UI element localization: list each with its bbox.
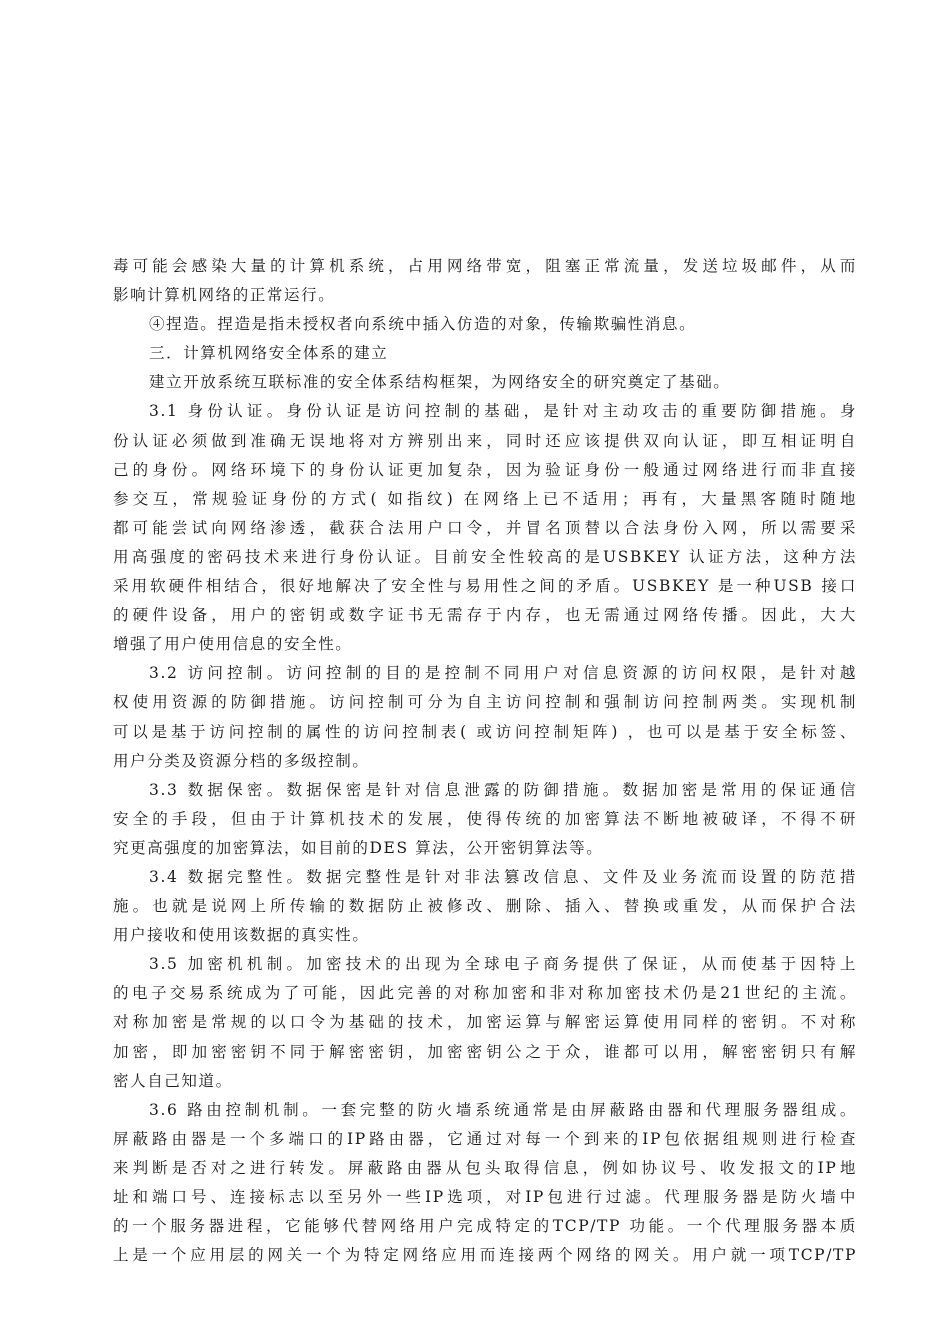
text-line: 3.3 数据保密。数据保密是针对信息泄露的防御措施。数据加密是常用的保证通信 bbox=[149, 780, 857, 799]
text-line: 对称加密是常规的以口令为基础的技术，加密运算与解密运算使用同样的密钥。不对称 bbox=[113, 1013, 857, 1032]
text-line: 密人自己知道。 bbox=[113, 1071, 233, 1090]
text-line: 究更高强度的加密算法，如目前的DES 算法，公开密钥算法等。 bbox=[113, 838, 604, 857]
text-line: 都可能尝试向网络渗透，截获合法用户口令，并冒名顶替以合法身份入网，所以需要采 bbox=[113, 518, 857, 537]
text-line: 用高强度的密码技术来进行身份认证。目前安全性较高的是USBKEY 认证方法，这种方法 bbox=[113, 547, 857, 566]
text-line: 权使用资源的防御措施。访问控制可分为自主访问控制和强制访问控制两类。实现机制 bbox=[113, 693, 857, 712]
text-line: 加密，即加密密钥不同于解密密钥，加密密钥公之于众，谁都可以用，解密密钥只有解 bbox=[113, 1042, 857, 1061]
text-line: 用户分类及资源分档的多级控制。 bbox=[113, 751, 370, 770]
text-line: 用户接收和使用该数据的真实性。 bbox=[113, 926, 370, 945]
text-line: 施。也就是说网上所传输的数据防止被修改、删除、插入、替换或重发，从而保护合法 bbox=[113, 897, 857, 916]
text-line: 屏蔽路由器是一个多端口的IP路由器，它通过对每一个到来的IP包依据组规则进行检查 bbox=[113, 1129, 857, 1148]
text-line: 可以是基于访问控制的属性的访问控制表( 或访问控制矩阵) ，也可以是基于安全标签、 bbox=[113, 722, 857, 741]
text-line: 3.1 身份认证。身份认证是访问控制的基础，是针对主动攻击的重要防御措施。身 bbox=[149, 402, 857, 421]
text-line: 上是一个应用层的网关一个为特定网络应用而连接两个网络的网关。用户就一项TCP/TP bbox=[113, 1246, 857, 1265]
text-line: 3.4 数据完整性。数据完整性是针对非法篡改信息、文件及业务流而设置的防范措 bbox=[149, 867, 857, 886]
text-line: 参交互，常规验证身份的方式( 如指纹) 在网络上已不适用；再有，大量黑客随时随地 bbox=[113, 489, 857, 508]
text-line: 来判断是否对之进行转发。屏蔽路由器从包头取得信息，例如协议号、收发报文的IP地 bbox=[113, 1158, 857, 1177]
text-line: 影响计算机网络的正常运行。 bbox=[113, 286, 336, 305]
text-line: 3.2 访问控制。访问控制的目的是控制不同用户对信息资源的访问权限，是针对越 bbox=[149, 664, 857, 683]
text-line: 己的身份。网络环境下的身份认证更加复杂，因为验证身份一般通过网络进行而非直接 bbox=[113, 460, 857, 479]
text-line: 采用软硬件相结合，很好地解决了安全性与易用性之间的矛盾。USBKEY 是一种USB 接口 bbox=[113, 577, 857, 596]
text-line: 的一个服务器进程，它能够代替网络用户完成特定的TCP/TP 功能。一个代理服务器本质 bbox=[113, 1217, 857, 1236]
document-body bbox=[113, 252, 857, 1270]
text-line: 安全的手段，但由于计算机技术的发展，使得传统的加密算法不断地被破译，不得不研 bbox=[113, 809, 857, 828]
text-line: 增强了用户使用信息的安全性。 bbox=[113, 635, 353, 654]
text-line: 份认证必须做到准确无误地将对方辨别出来，同时还应该提供双向认证，即互相证明自 bbox=[113, 431, 857, 450]
text-line: 3.5 加密机机制。加密技术的出现为全球电子商务提供了保证，从而使基于因特上 bbox=[149, 955, 857, 974]
text-line: 建立开放系统互联标准的安全体系结构框架，为网络安全的研究奠定了基础。 bbox=[149, 373, 731, 392]
text-line: 的硬件设备，用户的密钥或数字证书无需存于内存，也无需通过网络传播。因此，大大 bbox=[113, 606, 857, 625]
text-line: 三．计算机网络安全体系的建立 bbox=[149, 344, 389, 363]
text-line: 址和端口号、连接标志以至另外一些IP选项，对IP包进行过滤。代理服务器是防火墙中 bbox=[113, 1188, 857, 1206]
text-line: 毒可能会感染大量的计算机系统，占用网络带宽，阻塞正常流量，发送垃圾邮件，从而 bbox=[113, 257, 857, 275]
text-line: 的电子交易系统成为了可能，因此完善的对称加密和非对称加密技术仍是21世纪的主流。 bbox=[113, 984, 857, 1003]
text-line: ④捏造。捏造是指未授权者向系统中插入仿造的对象，传输欺骗性消息。 bbox=[149, 315, 697, 334]
text-line: 3.6 路由控制机制。一套完整的防火墙系统通常是由屏蔽路由器和代理服务器组成。 bbox=[149, 1100, 857, 1119]
